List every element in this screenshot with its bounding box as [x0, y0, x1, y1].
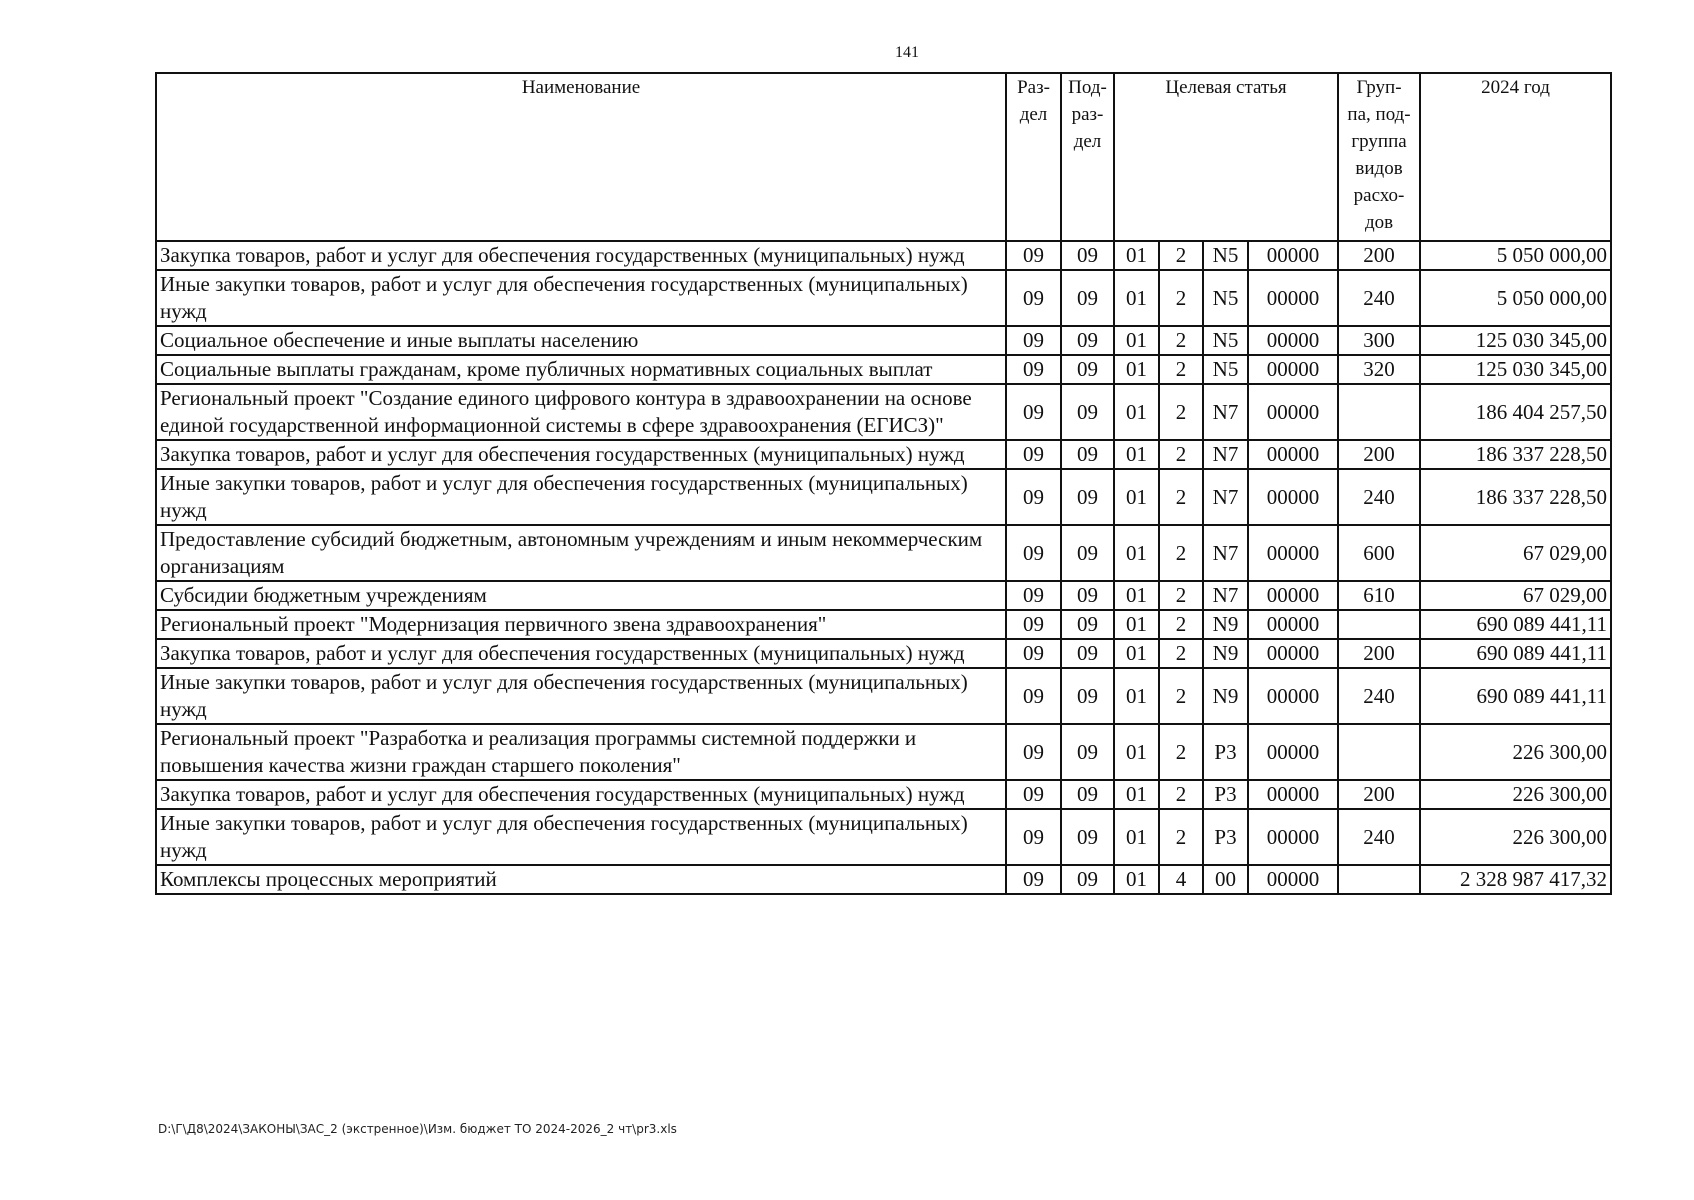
target-article-subprogram-cell: 2 — [1159, 581, 1203, 610]
table-row — [156, 865, 1611, 894]
section-cell: 09 — [1006, 469, 1061, 525]
table-row — [156, 668, 1611, 724]
section-cell: 09 — [1006, 724, 1061, 780]
target-article-subprogram-cell: 2 — [1159, 355, 1203, 384]
expense-group-cell: 240 — [1338, 809, 1420, 865]
target-article-program-cell: 01 — [1114, 270, 1159, 326]
target-article-direction-cell: 00000 — [1248, 469, 1338, 525]
target-article-program-cell: 01 — [1114, 326, 1159, 355]
target-article-program-cell: 01 — [1114, 780, 1159, 809]
target-article-project-cell: N7 — [1203, 440, 1248, 469]
target-article-subprogram-cell: 2 — [1159, 610, 1203, 639]
target-article-direction-cell: 00000 — [1248, 610, 1338, 639]
target-article-program-cell: 01 — [1114, 384, 1159, 440]
target-article-direction-cell: 00000 — [1248, 780, 1338, 809]
target-article-project-cell: N7 — [1203, 525, 1248, 581]
expense-group-cell: 240 — [1338, 270, 1420, 326]
target-article-direction-cell: 00000 — [1248, 525, 1338, 581]
row-name-cell: Закупка товаров, работ и услуг для обеспечения государственных (муниципальных) нужд — [156, 639, 1006, 668]
expense-group-cell: 200 — [1338, 440, 1420, 469]
table-header-row — [156, 73, 1611, 241]
amount-cell: 186 337 228,50 — [1420, 469, 1611, 525]
subsection-cell: 09 — [1061, 780, 1114, 809]
section-cell: 09 — [1006, 581, 1061, 610]
amount-cell: 690 089 441,11 — [1420, 668, 1611, 724]
target-article-program-cell: 01 — [1114, 469, 1159, 525]
target-article-subprogram-cell: 2 — [1159, 384, 1203, 440]
row-name-cell: Закупка товаров, работ и услуг для обеспечения государственных (муниципальных) нужд — [156, 440, 1006, 469]
subsection-cell: 09 — [1061, 724, 1114, 780]
table-row — [156, 639, 1611, 668]
subsection-cell: 09 — [1061, 469, 1114, 525]
target-article-program-cell: 01 — [1114, 865, 1159, 894]
target-article-program-cell: 01 — [1114, 668, 1159, 724]
expense-group-cell: 200 — [1338, 780, 1420, 809]
target-article-subprogram-cell: 4 — [1159, 865, 1203, 894]
subsection-cell: 09 — [1061, 270, 1114, 326]
amount-cell: 2 328 987 417,32 — [1420, 865, 1611, 894]
amount-cell: 690 089 441,11 — [1420, 639, 1611, 668]
subsection-cell: 09 — [1061, 241, 1114, 270]
amount-cell: 226 300,00 — [1420, 809, 1611, 865]
table-row — [156, 270, 1611, 326]
section-cell: 09 — [1006, 525, 1061, 581]
target-article-project-cell: N7 — [1203, 469, 1248, 525]
page-number: 141 — [895, 44, 919, 61]
table-row — [156, 724, 1611, 780]
target-article-project-cell: 00 — [1203, 865, 1248, 894]
row-name-cell: Закупка товаров, работ и услуг для обеспечения государственных (муниципальных) нужд — [156, 780, 1006, 809]
target-article-direction-cell: 00000 — [1248, 270, 1338, 326]
row-name-cell: Социальные выплаты гражданам, кроме публичных нормативных социальных выплат — [156, 355, 1006, 384]
header-name: Наименование — [156, 73, 1006, 241]
row-name-cell: Региональный проект "Разработка и реализация программы системной поддержки и повышения качества жизни граждан старшего поколения" — [156, 724, 1006, 780]
target-article-subprogram-cell: 2 — [1159, 780, 1203, 809]
target-article-project-cell: N5 — [1203, 326, 1248, 355]
section-cell: 09 — [1006, 865, 1061, 894]
expense-group-cell — [1338, 610, 1420, 639]
section-cell: 09 — [1006, 610, 1061, 639]
amount-cell: 67 029,00 — [1420, 581, 1611, 610]
subsection-cell: 09 — [1061, 525, 1114, 581]
expense-group-cell: 240 — [1338, 668, 1420, 724]
section-cell: 09 — [1006, 668, 1061, 724]
row-name-cell: Иные закупки товаров, работ и услуг для обеспечения государственных (муниципальных) нужд — [156, 270, 1006, 326]
table-row — [156, 326, 1611, 355]
row-name-cell: Иные закупки товаров, работ и услуг для обеспечения государственных (муниципальных) нужд — [156, 668, 1006, 724]
target-article-program-cell: 01 — [1114, 610, 1159, 639]
row-name-cell: Иные закупки товаров, работ и услуг для обеспечения государственных (муниципальных) нужд — [156, 469, 1006, 525]
table-row — [156, 525, 1611, 581]
target-article-direction-cell: 00000 — [1248, 639, 1338, 668]
target-article-program-cell: 01 — [1114, 355, 1159, 384]
target-article-project-cell: N9 — [1203, 610, 1248, 639]
section-cell: 09 — [1006, 809, 1061, 865]
expense-group-cell — [1338, 865, 1420, 894]
target-article-subprogram-cell: 2 — [1159, 668, 1203, 724]
target-article-direction-cell: 00000 — [1248, 384, 1338, 440]
amount-cell: 67 029,00 — [1420, 525, 1611, 581]
target-article-program-cell: 01 — [1114, 440, 1159, 469]
target-article-direction-cell: 00000 — [1248, 668, 1338, 724]
row-name-cell: Региональный проект "Модернизация первичного звена здравоохранения" — [156, 610, 1006, 639]
amount-cell: 186 337 228,50 — [1420, 440, 1611, 469]
expense-group-cell: 300 — [1338, 326, 1420, 355]
target-article-subprogram-cell: 2 — [1159, 241, 1203, 270]
target-article-project-cell: N9 — [1203, 668, 1248, 724]
target-article-program-cell: 01 — [1114, 809, 1159, 865]
expense-group-cell: 200 — [1338, 639, 1420, 668]
section-cell: 09 — [1006, 270, 1061, 326]
subsection-cell: 09 — [1061, 668, 1114, 724]
amount-cell: 226 300,00 — [1420, 724, 1611, 780]
expense-group-cell: 240 — [1338, 469, 1420, 525]
target-article-subprogram-cell: 2 — [1159, 440, 1203, 469]
target-article-subprogram-cell: 2 — [1159, 469, 1203, 525]
target-article-subprogram-cell: 2 — [1159, 525, 1203, 581]
target-article-subprogram-cell: 2 — [1159, 724, 1203, 780]
target-article-subprogram-cell: 2 — [1159, 326, 1203, 355]
amount-cell: 5 050 000,00 — [1420, 241, 1611, 270]
row-name-cell: Субсидии бюджетным учреждениям — [156, 581, 1006, 610]
row-name-cell: Иные закупки товаров, работ и услуг для обеспечения государственных (муниципальных) нужд — [156, 809, 1006, 865]
target-article-subprogram-cell: 2 — [1159, 270, 1203, 326]
section-cell: 09 — [1006, 241, 1061, 270]
target-article-project-cell: N9 — [1203, 639, 1248, 668]
target-article-project-cell: P3 — [1203, 724, 1248, 780]
target-article-direction-cell: 00000 — [1248, 865, 1338, 894]
section-cell: 09 — [1006, 780, 1061, 809]
subsection-cell: 09 — [1061, 809, 1114, 865]
header-year: 2024 год — [1420, 73, 1611, 241]
expense-group-cell: 200 — [1338, 241, 1420, 270]
target-article-program-cell: 01 — [1114, 525, 1159, 581]
section-cell: 09 — [1006, 639, 1061, 668]
expense-group-cell: 320 — [1338, 355, 1420, 384]
target-article-direction-cell: 00000 — [1248, 724, 1338, 780]
table-row — [156, 440, 1611, 469]
section-cell: 09 — [1006, 326, 1061, 355]
target-article-direction-cell: 00000 — [1248, 581, 1338, 610]
target-article-project-cell: N7 — [1203, 384, 1248, 440]
section-cell: 09 — [1006, 355, 1061, 384]
row-name-cell: Предоставление субсидий бюджетным, автономным учреждениям и иным некоммерческим организациям — [156, 525, 1006, 581]
header-subsection: Под- раз- дел — [1061, 73, 1114, 241]
header-target-article: Целевая статья — [1114, 73, 1338, 241]
budget-table — [155, 72, 1612, 895]
subsection-cell: 09 — [1061, 639, 1114, 668]
subsection-cell: 09 — [1061, 355, 1114, 384]
subsection-cell: 09 — [1061, 610, 1114, 639]
row-name-cell: Закупка товаров, работ и услуг для обеспечения государственных (муниципальных) нужд — [156, 241, 1006, 270]
subsection-cell: 09 — [1061, 865, 1114, 894]
table-row — [156, 610, 1611, 639]
table-row — [156, 241, 1611, 270]
expense-group-cell: 610 — [1338, 581, 1420, 610]
header-section: Раз- дел — [1006, 73, 1061, 241]
table-row — [156, 809, 1611, 865]
target-article-program-cell: 01 — [1114, 639, 1159, 668]
table-row — [156, 355, 1611, 384]
header-expense-group: Груп- па, под- группа видов расхо- дов — [1338, 73, 1420, 241]
amount-cell: 690 089 441,11 — [1420, 610, 1611, 639]
target-article-direction-cell: 00000 — [1248, 355, 1338, 384]
target-article-program-cell: 01 — [1114, 724, 1159, 780]
subsection-cell: 09 — [1061, 326, 1114, 355]
target-article-direction-cell: 00000 — [1248, 440, 1338, 469]
target-article-project-cell: P3 — [1203, 809, 1248, 865]
section-cell: 09 — [1006, 440, 1061, 469]
subsection-cell: 09 — [1061, 384, 1114, 440]
table-row — [156, 384, 1611, 440]
amount-cell: 5 050 000,00 — [1420, 270, 1611, 326]
target-article-subprogram-cell: 2 — [1159, 809, 1203, 865]
table-row — [156, 469, 1611, 525]
expense-group-cell — [1338, 724, 1420, 780]
section-cell: 09 — [1006, 384, 1061, 440]
row-name-cell: Комплексы процессных мероприятий — [156, 865, 1006, 894]
target-article-program-cell: 01 — [1114, 581, 1159, 610]
target-article-direction-cell: 00000 — [1248, 809, 1338, 865]
target-article-project-cell: N5 — [1203, 355, 1248, 384]
target-article-program-cell: 01 — [1114, 241, 1159, 270]
expense-group-cell: 600 — [1338, 525, 1420, 581]
target-article-direction-cell: 00000 — [1248, 326, 1338, 355]
target-article-subprogram-cell: 2 — [1159, 639, 1203, 668]
amount-cell: 125 030 345,00 — [1420, 355, 1611, 384]
table-row — [156, 581, 1611, 610]
target-article-project-cell: N7 — [1203, 581, 1248, 610]
table-row — [156, 780, 1611, 809]
row-name-cell: Социальное обеспечение и иные выплаты населению — [156, 326, 1006, 355]
amount-cell: 125 030 345,00 — [1420, 326, 1611, 355]
amount-cell: 226 300,00 — [1420, 780, 1611, 809]
row-name-cell: Региональный проект "Создание единого цифрового контура в здравоохранении на основе единой государственной информационной системы в сфере здравоохранения (ЕГИСЗ)" — [156, 384, 1006, 440]
amount-cell: 186 404 257,50 — [1420, 384, 1611, 440]
target-article-direction-cell: 00000 — [1248, 241, 1338, 270]
expense-group-cell — [1338, 384, 1420, 440]
file-path-footer: D:\Г\Д8\2024\ЗАКОНЫ\ЗАС_2 (экстренное)\Изм. бюджет ТО 2024-2026_2 чт\pr3.xls — [158, 1122, 677, 1136]
target-article-project-cell: N5 — [1203, 270, 1248, 326]
subsection-cell: 09 — [1061, 581, 1114, 610]
target-article-project-cell: P3 — [1203, 780, 1248, 809]
subsection-cell: 09 — [1061, 440, 1114, 469]
target-article-project-cell: N5 — [1203, 241, 1248, 270]
